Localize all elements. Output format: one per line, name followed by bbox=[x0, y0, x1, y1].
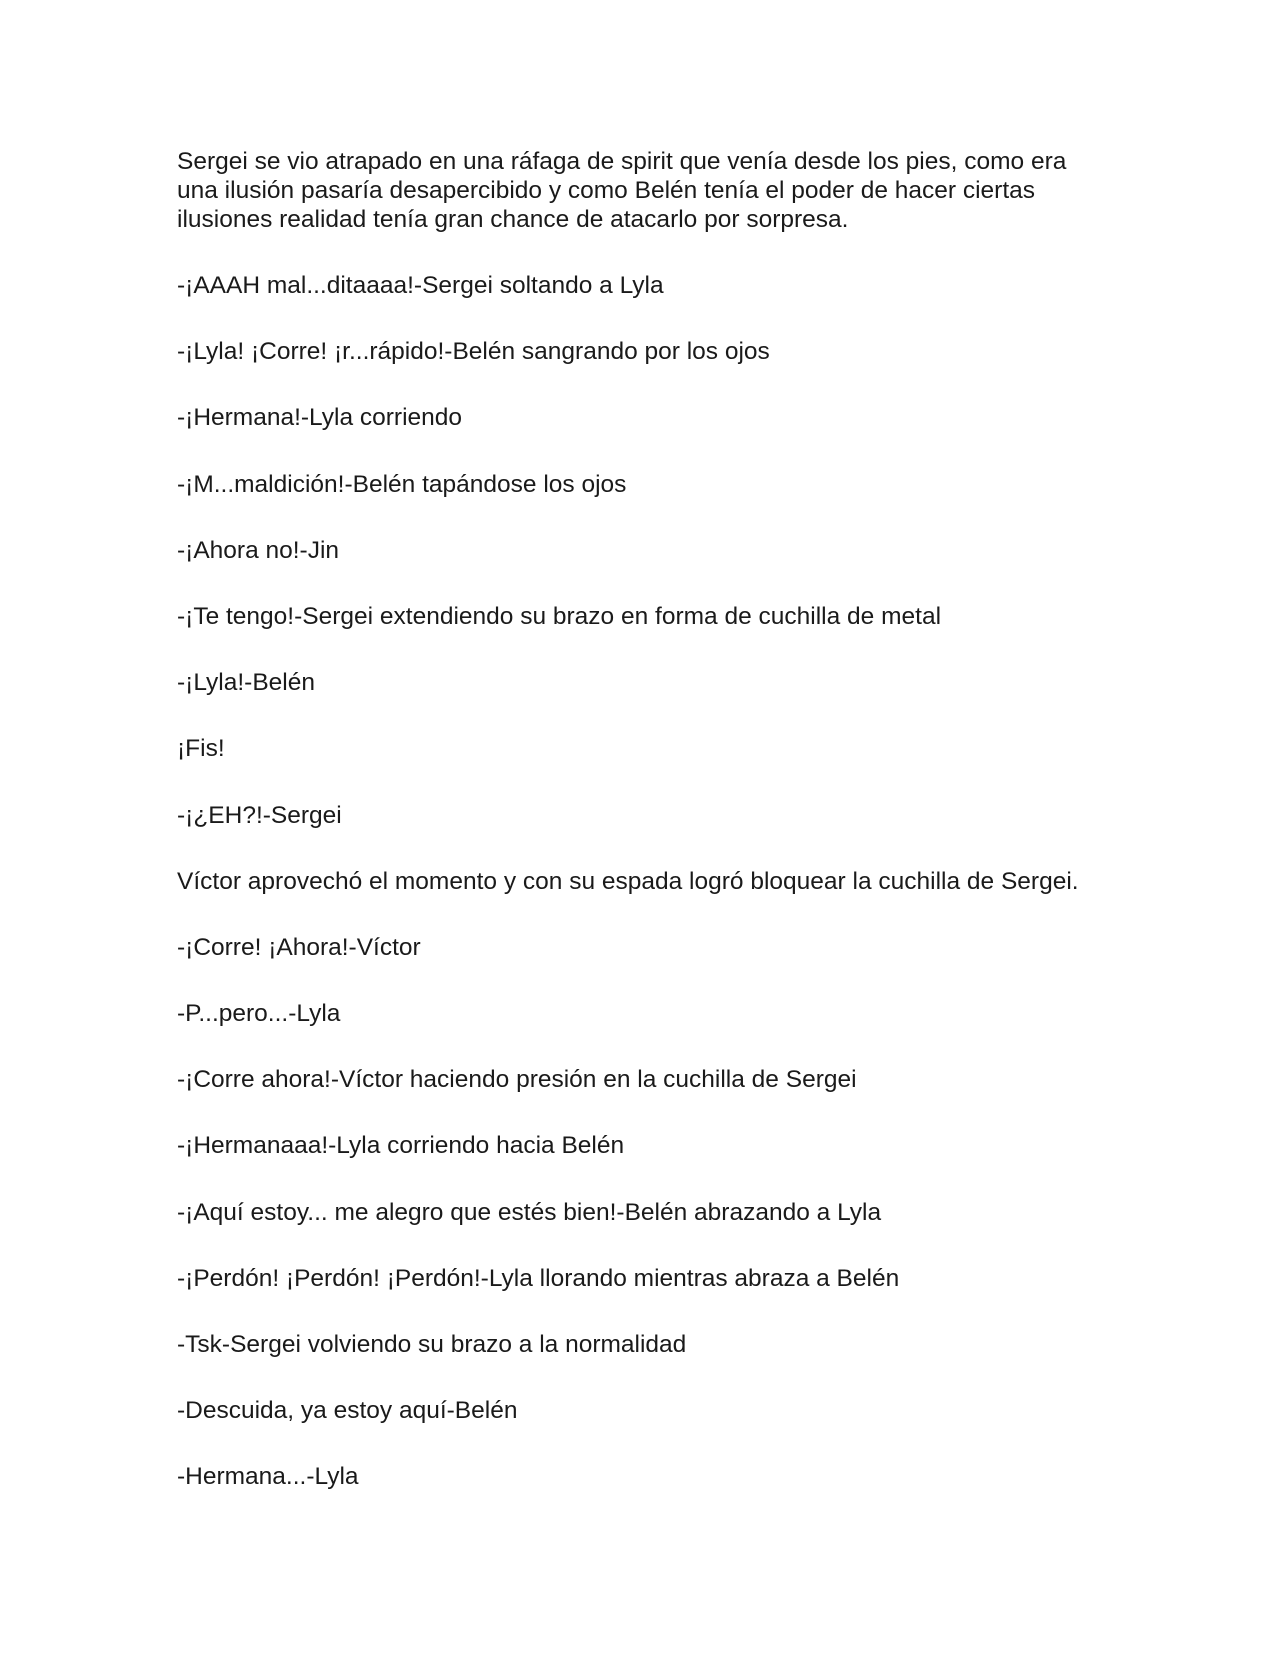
dialogue-line: -¡AAAH mal...ditaaaa!-Sergei soltando a Lyla bbox=[177, 272, 664, 299]
dialogue-line: -¡Hermanaaa!-Lyla corriendo hacia Belén bbox=[177, 1132, 625, 1160]
narration-line: Víctor aprovechó el momento y con su espada logró bloquear la cuchilla de Sergei. bbox=[177, 867, 1079, 895]
dialogue-line: -¡Aquí estoy... me alegro que estés bien!-Belén abrazando a Lyla bbox=[177, 1198, 882, 1226]
dialogue-line: -Hermana...-Lyla bbox=[177, 1463, 359, 1491]
dialogue-list bbox=[177, 271, 1107, 1529]
dialogue-line: -¡Te tengo!-Sergei extendiendo su brazo en forma de cuchilla de metal bbox=[177, 602, 942, 630]
dialogue-line: -¡¿EH?!-Sergei bbox=[177, 801, 342, 829]
dialogue-line: -¡Hermana!-Lyla corriendo bbox=[177, 404, 463, 432]
dialogue-line: -Tsk-Sergei volviendo su brazo a la normalidad bbox=[177, 1331, 687, 1358]
dialogue-line: -¡Corre ahora!-Víctor haciendo presión en la cuchilla de Sergei bbox=[177, 1066, 857, 1094]
dialogue-line: -¡Corre! ¡Ahora!-Víctor bbox=[177, 933, 421, 961]
dialogue-line: -¡Ahora no!-Jin bbox=[177, 536, 340, 564]
dialogue-line: -¡Lyla!-Belén bbox=[177, 669, 315, 697]
dialogue-line: -Descuida, ya estoy aquí-Belén bbox=[177, 1397, 518, 1425]
dialogue-line: -¡M...maldición!-Belén tapándose los ojos bbox=[177, 470, 627, 498]
dialogue-line: -¡Perdón! ¡Perdón! ¡Perdón!-Lyla llorando mientras abraza a Belén bbox=[177, 1264, 900, 1292]
sound-effect-line: ¡Fis! bbox=[177, 735, 225, 763]
dialogue-line: -P...pero...-Lyla bbox=[177, 1000, 341, 1028]
intro-paragraph: Sergei se vio atrapado en una ráfaga de spirit que venía desde los pies, como era una ilusión pasaría desapercibido y como Belén tenía el poder de hacer ciertas ilusiones realidad tenía gran chance de atacarlo por sorpresa. bbox=[177, 148, 1067, 233]
dialogue-line: -¡Lyla! ¡Corre! ¡r...rápido!-Belén sangrando por los ojos bbox=[177, 338, 770, 366]
document-page bbox=[177, 147, 1107, 1529]
